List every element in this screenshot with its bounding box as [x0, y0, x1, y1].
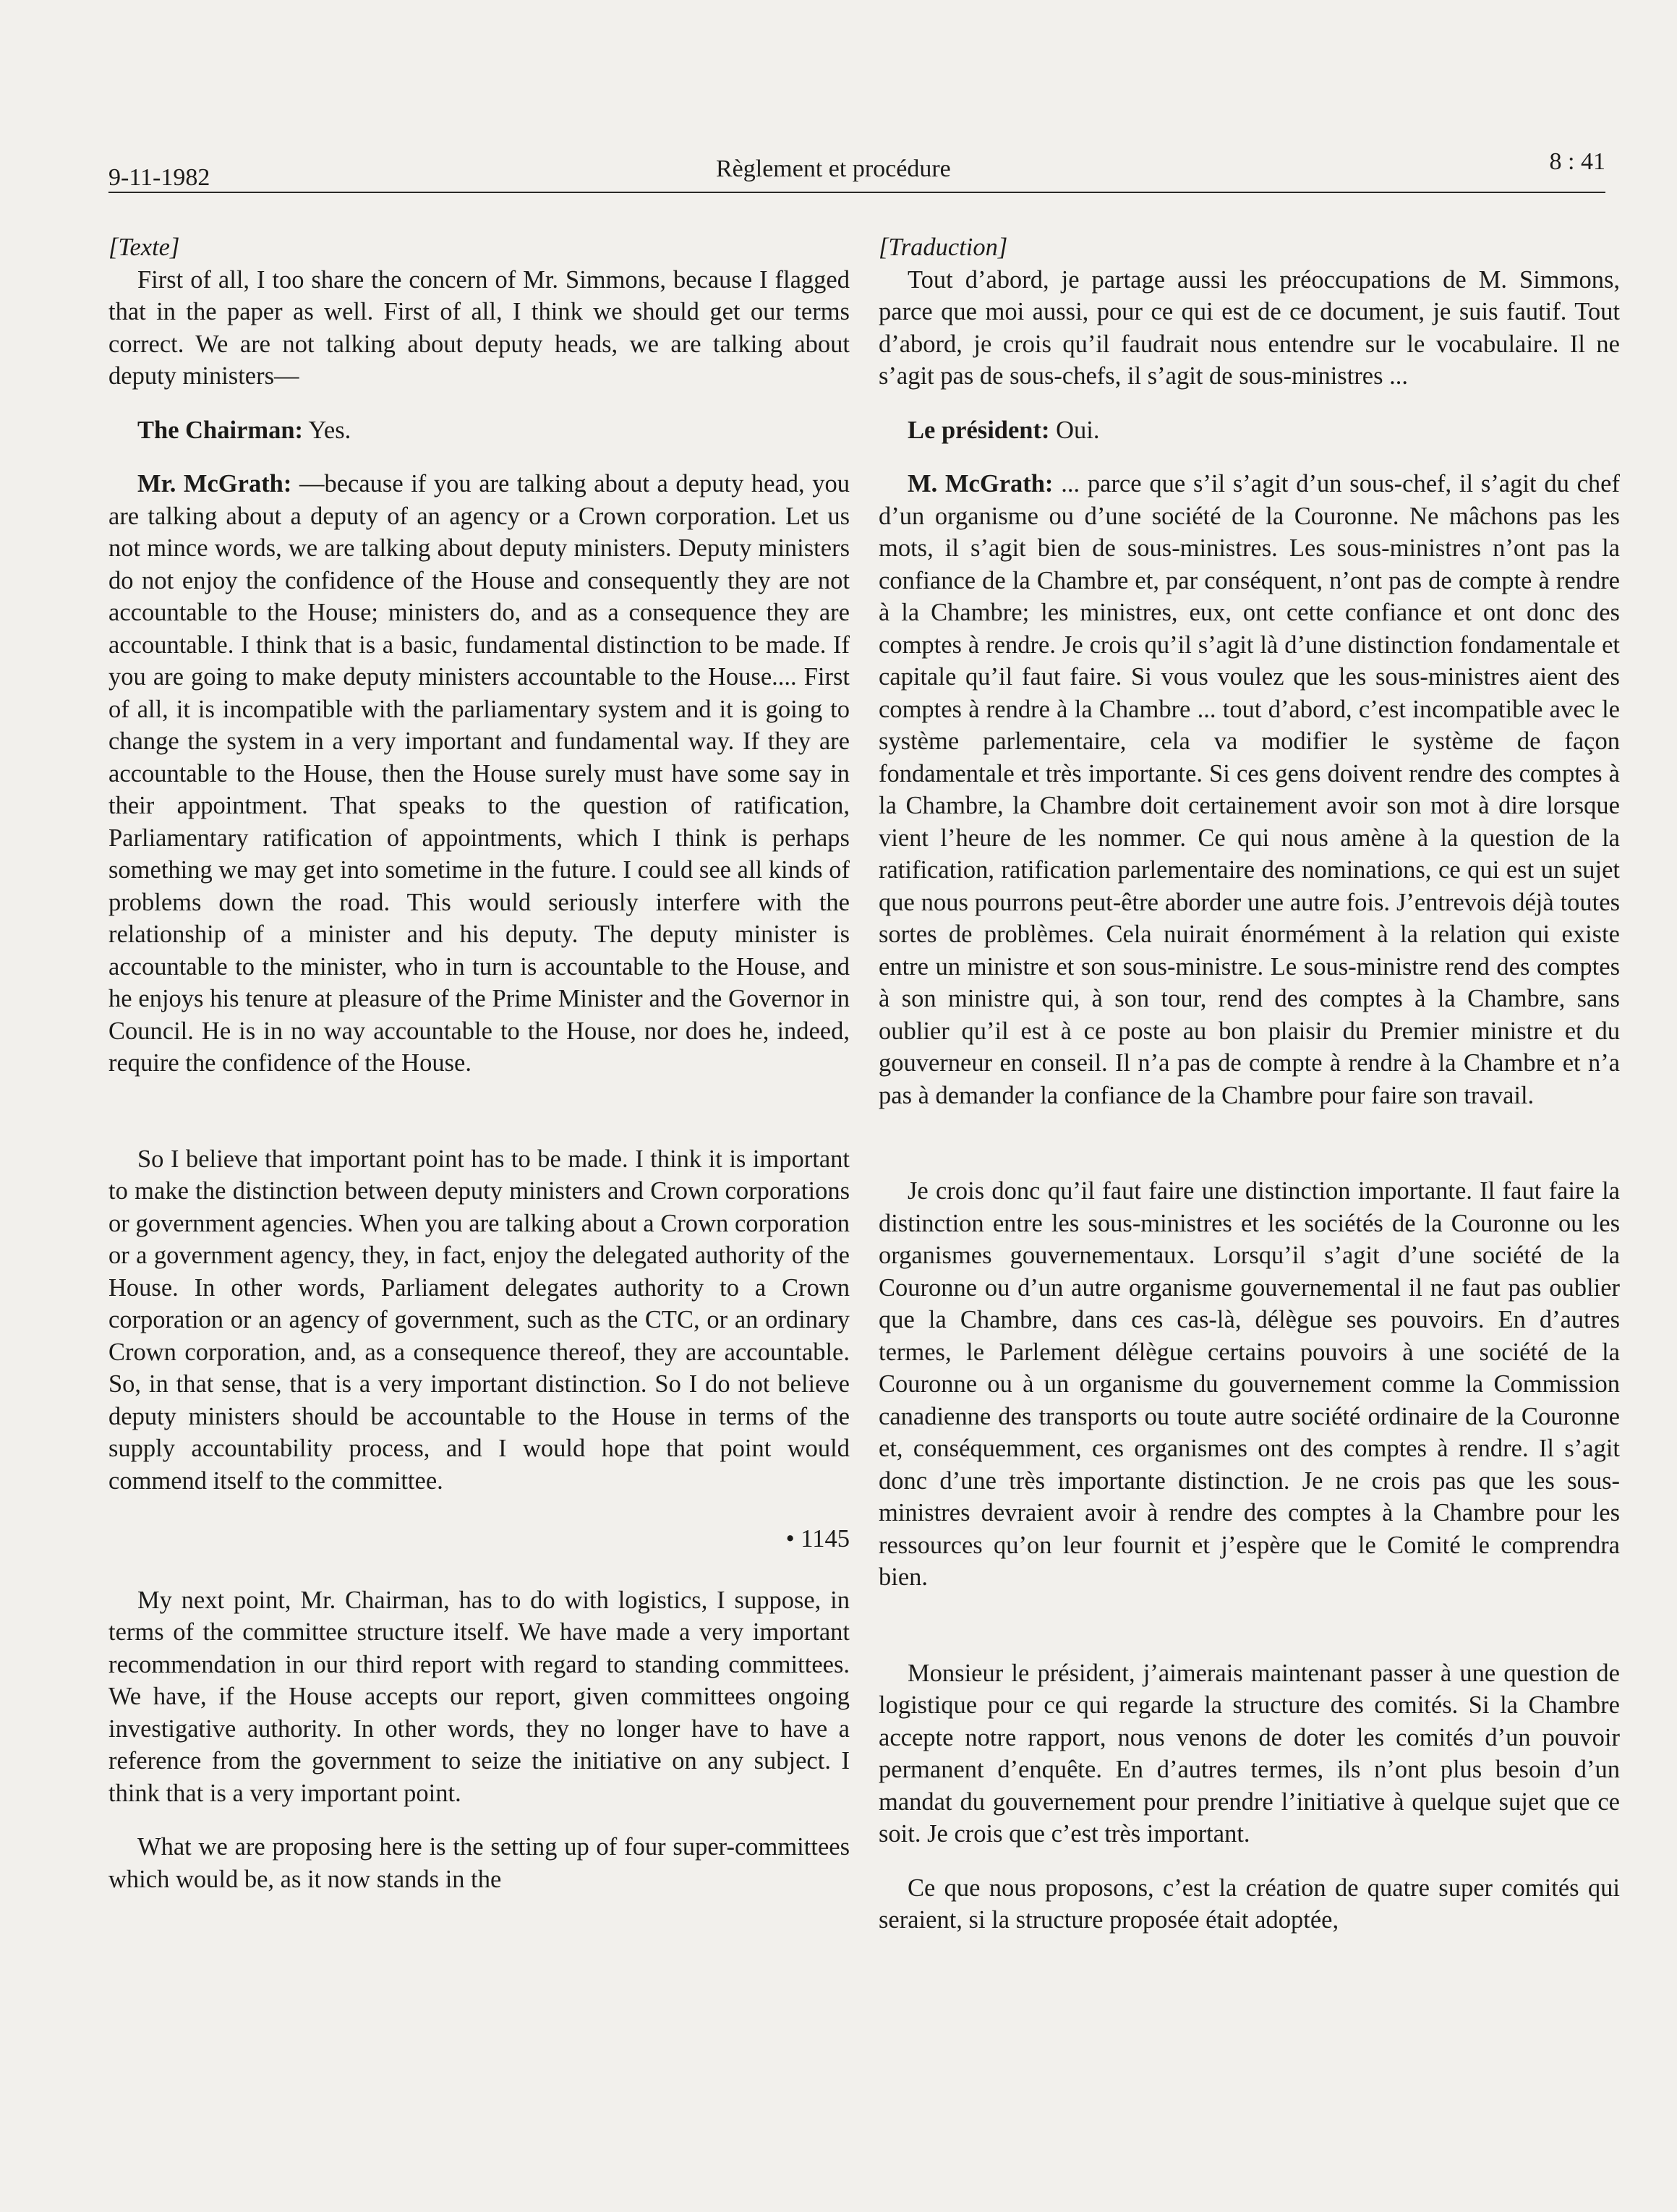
speaker-name: The Chairman:: [137, 416, 304, 444]
paragraph: Tout d’abord, je partage aussi les préoccupations de M. Simmons, parce que moi aussi, pour ce qui est de ce document, je suis fautif. Tout d’abord, je crois qu’il faudrait nous entendre sur le vocabulaire. Il ne s’agit pas de sous-chefs, il s’agit de sous-ministres ...: [879, 265, 1620, 390]
paragraph: Monsieur le président, j’aimerais maintenant passer à une question de logistique pour ce qui regarde la structure des comités. Si la Chambre accepte notre rapport, nous venons de doter les comités d’un pouvoir permanent d’enquête. En d’autres termes, ils n’ont plus besoin d’un mandat du gouvernement pour prendre l’initiative à quelque sujet que ce soit. Je crois que c’est très important.: [879, 1659, 1620, 1848]
paragraph: Je crois donc qu’il faut faire une distinction importante. Il faut faire la distinction entre les sous-ministres et les sociétés de la Couronne ou les organismes gouvernementaux. Lorsqu’il s’agit d’une société de la Couronne ou d’un autre organisme gouvernemental il ne faut pas oublier que la Chambre, dans ces cas-là, délègue ses pouvoirs. En d’autres termes, le Parlement délègue certains pouvoirs à une société de la Couronne ou à un organisme du gouvernement comme la Commission canadienne des transports ou toute autre société ordinaire de la Couronne et, conséquemment, ces organismes ont des comptes à rendre. Il s’agit donc d’une très importante distinction. Je ne crois pas que les sous-ministres devraient avoir à rendre des comptes à la Chambre pour les ressources qu’on leur fournit et j’espère que le Comité le comprendra bien.: [879, 1177, 1620, 1591]
speaker-turn: [108, 414, 850, 447]
header-title: Règlement et procédure: [716, 155, 951, 182]
english-column: [108, 231, 850, 1895]
paragraph: What we are proposing here is the setting up of four super-committees which would be, as it now stands in the: [108, 1833, 850, 1893]
speech-text: —because if you are talking about a deputy head, you are talking about a deputy of an agency or a Crown corporation. Let us not mince words, we are talking about deputy ministers. Deputy ministers do not enjoy the confidence of the House and consequently they are not accountable to the House; ministers do, and as a consequence they are accountable. I think that is a basic, fundamental distinction to be made. If you are going to make deputy ministers accountable to the House.... First of all, it is incompatible with the parliamentary system and it is going to change the system in a very important and fundamental way. If they are accountable to the House, then the House surely must have some say in their appointment. That speaks to the question of ratification, Parliamentary ratification of appointments, which I think is perhaps something we may get into sometime in the future. I could see all kinds of problems down the road. This would seriously interfere with the relationship of a minister and his deputy. The deputy minister is accountable to the minister, who in turn is accountable to the House, and he enjoys his tenure at pleasure of the Prime Minister and the Governor in Council. He is in no way accountable to the House, nor does he, indeed, require the confidence of the House.: [108, 470, 850, 1077]
speaker-turn: [108, 468, 850, 1080]
paragraph: So I believe that important point has to be made. I think it is important to make the distinction between deputy ministers and Crown corporations or government agencies. When you are talking about a Crown corporation or a government agency, they, in fact, enjoy the delegated authority of the House. In other words, Parliament delegates authority to a Crown corporation or an agency of government, such as the CTC, or an ordinary Crown corporation, and, as a consequence thereof, they are accountable. So, in that sense, that is a very important distinction. So I do not believe deputy ministers should be accountable to the House in terms of the supply accountability process, and I would hope that point would commend itself to the committee.: [108, 1145, 850, 1495]
paragraph: First of all, I too share the concern of Mr. Simmons, because I flagged that in the paper as well. First of all, I think we should get our terms correct. We are not talking about deputy heads, we are talking about deputy ministers—: [108, 265, 850, 390]
speech-text: Yes.: [308, 416, 351, 444]
speech-text: Oui.: [1056, 416, 1100, 444]
header-page-number: 8 : 41: [1549, 148, 1605, 175]
header-date: 9-11-1982: [108, 164, 210, 191]
time-marker: • 1145: [785, 1525, 850, 1553]
speaker-turn: [879, 468, 1620, 1111]
speaker-name: Mr. McGrath:: [137, 470, 292, 498]
speaker-name: Le président:: [908, 416, 1050, 444]
speaker-name: M. McGrath:: [908, 470, 1054, 498]
speech-text: ... parce que s’il s’agit d’un sous-chef, il s’agit du chef d’un organisme ou d’une société de la Couronne. Ne mâchons pas les mots, il s’agit bien de sous-ministres. Les sous-ministres n’ont pas la confiance de la Chambre et, par conséquent, n’ont pas de compte à rendre à la Chambre; les ministres, eux, ont cette confiance et ont donc des comptes à rendre. Je crois qu’il s’agit là d’une distinction fondamentale et capitale qu’il faut faire. Si vous voulez que les sous-ministres aient des comptes à rendre à la Chambre ... tout d’abord, c’est incompatible avec le système parlementaire, cela va modifier le système de façon fondamentale et très importante. Si ces gens doivent rendre des comptes à la Chambre, la Chambre doit certainement avoir son mot à dire lorsque vient l’heure de les nommer. Ce qui nous amène à la question de la ratification, ratification parlementaire des nominations, ce qui est un sujet que nous pourrons peut-être aborder une autre fois. J’entrevois déjà toutes sortes de problèmes. Cela nuirait énormément à la relation qui existe entre un ministre et son sous-ministre. Le sous-ministre rend des comptes à son ministre qui, à son tour, rend des comptes à la Chambre, sans oublier qu’il est à ce poste au bon plaisir du Premier ministre et du gouverneur en conseil. Il n’a pas de compte à rendre à la Chambre et n’a pas à demander la confiance de la Chambre pour faire son travail.: [879, 470, 1620, 1109]
header-rule: [108, 192, 1605, 193]
text-label: [Texte]: [108, 234, 180, 261]
page-header: [108, 148, 1605, 192]
french-column: [879, 231, 1620, 1936]
speaker-turn: [879, 414, 1620, 447]
translation-label: [Traduction]: [879, 234, 1008, 261]
paragraph: Ce que nous proposons, c’est la création de quatre super comités qui seraient, si la structure proposée était adoptée,: [879, 1874, 1620, 1934]
paragraph: My next point, Mr. Chairman, has to do with logistics, I suppose, in terms of the committee structure itself. We have made a very important recommendation in our third report with regard to standing committees. We have, if the House accepts our report, given committees ongoing investigative authority. In other words, they no longer have to have a reference from the government to seize the initiative on any subject. I think that is a very important point.: [108, 1586, 850, 1807]
